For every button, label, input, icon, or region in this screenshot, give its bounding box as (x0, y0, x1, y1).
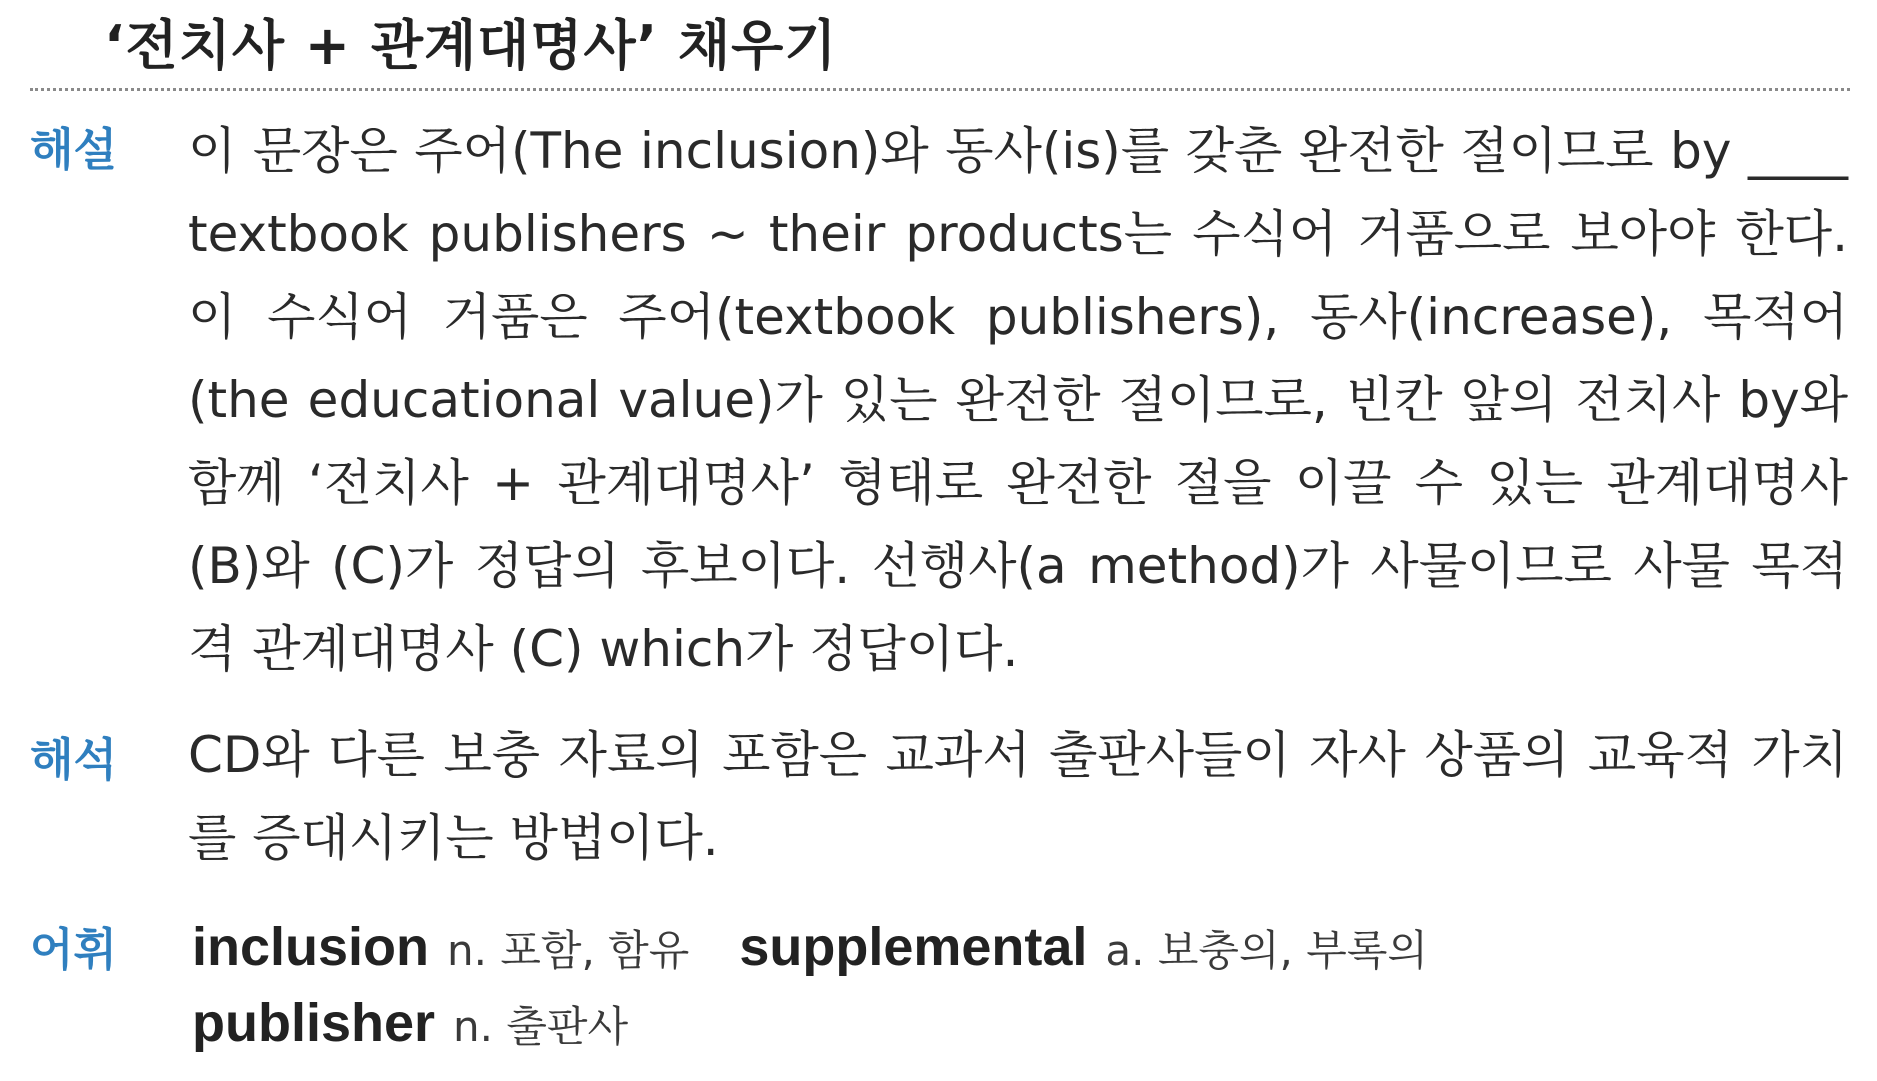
vocabulary-label: 어휘 (30, 923, 117, 976)
vocab-definition: a. 보충의, 부록의 (1105, 926, 1428, 975)
vocabulary-row (192, 988, 628, 1071)
vocab-definition: n. 포함, 함유 (447, 926, 690, 975)
vocab-term: supplemental (739, 917, 1088, 977)
vocab-term: inclusion (192, 917, 430, 977)
dotted-divider (30, 88, 1850, 91)
explanation-label: 해설 (30, 123, 117, 176)
page-title: ‘전치사 + 관계대명사’ 채우기 (104, 14, 838, 77)
vocab-definition: n. 출판사 (453, 1002, 629, 1051)
explanation-text: 이 문장은 주어(The inclusion)와 동사(is)를 갖춘 완전한 절이므로 by ____ textbook publishers ~ their products는 수식어 거품으로 보아야 한다. 이 수식어 거품은 주어(textbook publishers), 동사(increase), 목적어(the educational value)가 있는 완전한 절이므로, 빈칸 앞의 전치사 by와 함께 ‘전치사 + 관계대명사’ 형태로 완전한 절을 이끌 수 있는 관계대명사 (B)와 (C)가 정답의 후보이다. 선행사(a method)가 사물이므로 사물 목적격 관계대명사 (C) which가 정답이다. (188, 122, 1848, 678)
vocabulary-row (192, 912, 1428, 995)
vocab-term: publisher (192, 993, 436, 1053)
translation-text: CD와 다른 보충 자료의 포함은 교과서 출판사들이 자사 상품의 교육적 가치를 증대시키는 방법이다. (188, 726, 1848, 867)
translation-label: 해석 (30, 733, 117, 786)
